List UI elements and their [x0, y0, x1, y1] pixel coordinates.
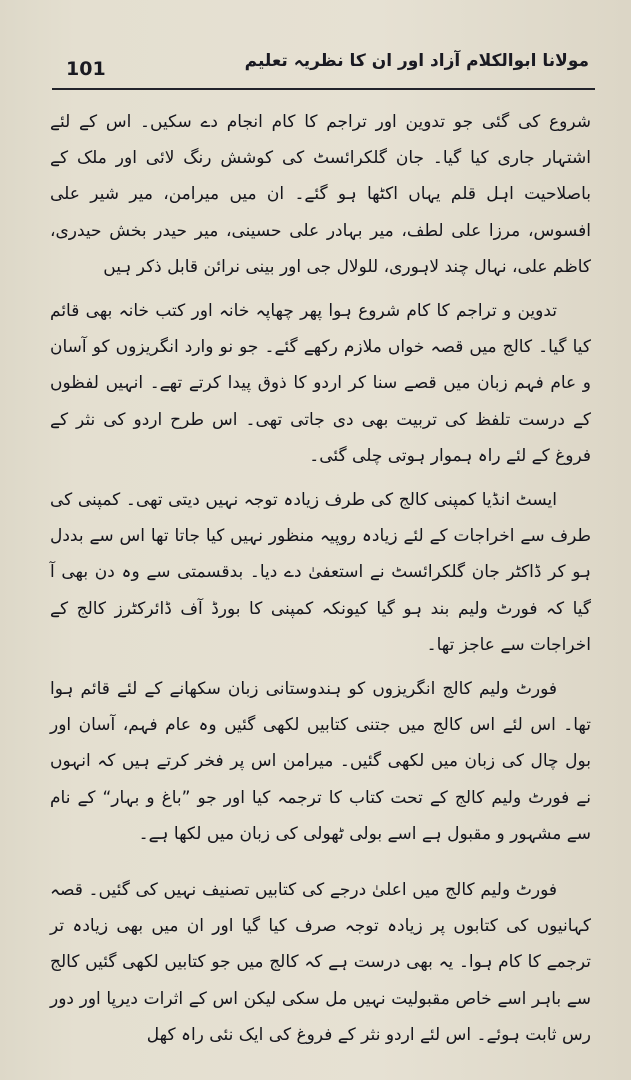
- header-rule: [52, 88, 595, 90]
- body-text: [50, 104, 591, 1053]
- paragraph-2: تدوین و تراجم کا کام شروع ہوا پھر چھاپہ خانہ اور کتب خانہ بھی قائم کیا گیا۔ کالج میں قصہ خواں ملازم رکھے گئے۔ جو نو وارد انگریزوں کو آسان و عام فہم زبان میں قصے سنا کر اردو کا ذوق پیدا کرتے تھے۔ انہیں لفظوں کے درست تلفظ کی تربیت بھی دی جاتی تھی۔ اس طرح اردو کی نثر کے فروغ کے لئے راہ ہموار ہوتی چلی گئی۔: [50, 301, 591, 466]
- page-number: 101: [66, 58, 106, 80]
- paragraph-4: فورٹ ولیم کالج انگریزوں کو ہندوستانی زبان سکھانے کے لئے قائم ہوا تھا۔ اس لئے اس کالج میں جتنی کتابیں لکھی گئیں وہ عام فہم، آسان اور بول چال کی زبان میں لکھی گئیں۔ میرامن اس پر فخر کرتے ہیں کہ انہوں نے فورٹ ولیم کالج کے تحت کتاب کا ترجمہ کیا اور جو ”باغ و بہار“ کے نام سے مشہور و مقبول ہے اسے بولی ٹھولی کی زبان میں لکھا ہے۔: [50, 679, 591, 844]
- running-title: مولانا ابوالکلام آزاد اور ان کا نظریہ تعلیم: [244, 51, 589, 71]
- paragraph-1: شروع کی گئی جو تدوین اور تراجم کا کام انجام دے سکیں۔ اس کے لئے اشتہار جاری کیا گیا۔ جان گلکرائسٹ کی کوشش رنگ لائی اور ملک کے باصلاحیت اہل قلم یہاں اکٹھا ہو گئے۔ ان میں میرامن، میر شیر علی افسوس، مرزا علی لطف، میر بہادر علی حسینی، میر حیدر بخش حیدری، کاظم علی، نہال چند لاہوری، للولال جی اور بینی نرائن قابل ذکر ہیں: [50, 112, 591, 277]
- paragraph-3: ایسٹ انڈیا کمپنی کالج کی طرف زیادہ توجہ نہیں دیتی تھی۔ کمپنی کی طرف سے اخراجات کے لئے زیادہ روپیہ منظور نہیں کیا جاتا تھا اس سے بددل ہو کر ڈاکٹر جان گلکرائسٹ نے استعفیٰ دے دیا۔ بدقسمتی سے وہ دن بھی آ گیا کہ فورٹ ولیم بند ہو گیا کیونکہ کمپنی کا بورڈ آف ڈائرکٹرز کالج کے اخراجات سے عاجز تھا۔: [50, 490, 591, 655]
- paragraph-5: فورٹ ولیم کالج میں اعلیٰ درجے کی کتابیں تصنیف نہیں کی گئیں۔ قصہ کہانیوں کی کتابوں پر زیادہ توجہ صرف کیا گیا اور ان میں بھی زیادہ تر ترجمے کا کام ہوا۔ یہ بھی درست ہے کہ کالج میں جو کتابیں لکھی گئیں کالج سے باہر اسے خاص مقبولیت نہیں مل سکی لیکن اس کے اثرات دیرپا اور دور رس ثابت ہوئے۔ اس لئے اردو نثر کے فروغ کی ایک نئی راہ کھل: [50, 880, 591, 1045]
